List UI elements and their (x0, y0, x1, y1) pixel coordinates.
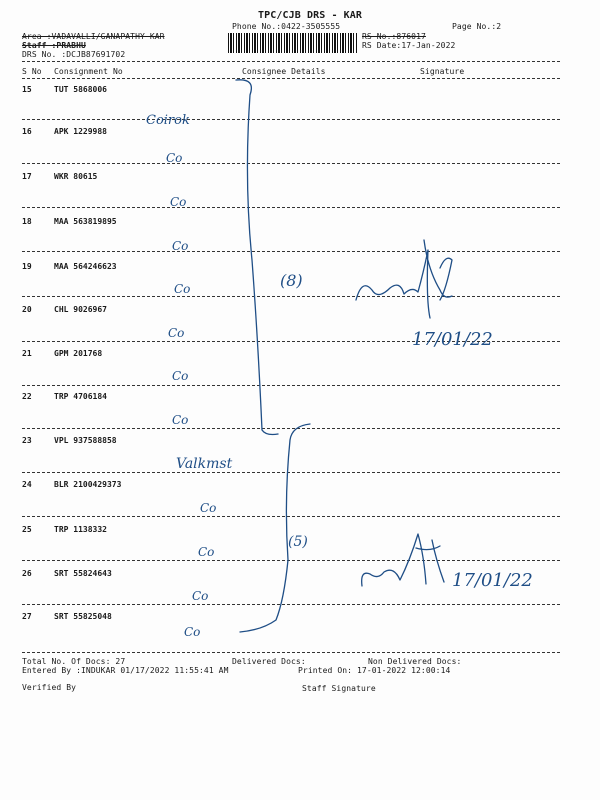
area-label: Area :VADAVALLI/GANAPATHY KAR (22, 32, 165, 41)
row-consignment: VPL 937588858 (54, 436, 117, 445)
ditto-mark: Co (200, 501, 217, 515)
col-consignee: Consignee Details (242, 67, 326, 76)
row-consignment: TRP 1138332 (54, 525, 107, 534)
row-consignment: MAA 564246623 (54, 262, 117, 271)
row-consignment: TRP 4706184 (54, 392, 107, 401)
row-sno: 23 (22, 436, 32, 445)
rs-date: RS Date:17-Jan-2022 (362, 41, 456, 50)
ditto-mark: Co (174, 282, 191, 296)
ditto-mark: Co (172, 369, 189, 383)
entered-by: Entered By :INDUKAR 01/17/2022 11:55:41 AM (22, 666, 229, 675)
row-sno: 22 (22, 392, 32, 401)
verified-by: Verified By (22, 683, 77, 692)
non-delivered-docs: Non Delivered Docs: (368, 657, 462, 666)
ditto-mark: Co (192, 589, 209, 603)
row-sno: 17 (22, 172, 32, 181)
row-sno: 18 (22, 217, 32, 226)
ditto-mark: Co (198, 545, 215, 559)
col-consignment: Consignment No (54, 67, 123, 76)
staff-label: Staff :PRABHU (22, 41, 86, 50)
row-consignment: WKR 80615 (54, 172, 98, 181)
row-consignment: TUT 5868006 (54, 85, 107, 94)
recipient-signature-1 (356, 240, 452, 318)
row-sno: 20 (22, 305, 32, 314)
row-sno: 27 (22, 612, 32, 621)
col-sno: S No (22, 67, 42, 76)
count-circled-1: (8) (280, 271, 303, 290)
row-consignment: CHL 9026967 (54, 305, 107, 314)
row-consignment: SRT 55825048 (54, 612, 112, 621)
row-consignment: MAA 563819895 (54, 217, 117, 226)
ditto-mark: Co (172, 239, 189, 253)
printed-on: Printed On: 17-01-2022 12:00:14 (298, 666, 451, 675)
ditto-mark: Co (184, 625, 201, 639)
row-sno: 19 (22, 262, 32, 271)
phone-number: Phone No.:0422-3505555 (232, 22, 341, 31)
row-sno: 15 (22, 85, 32, 94)
bracket-bottom (240, 424, 310, 632)
row-sno: 16 (22, 127, 32, 136)
delivered-docs: Delivered Docs: (232, 657, 306, 666)
signature-date-2: 17/01/22 (452, 570, 533, 591)
ditto-mark: Co (168, 326, 185, 340)
bracket-top (236, 80, 278, 435)
report-title: TPC/CJB DRS - KAR (258, 10, 363, 21)
row-sno: 21 (22, 349, 32, 358)
row-sno: 26 (22, 569, 32, 578)
consignee-name-1: Coirok (146, 113, 190, 128)
row-consignment: SRT 55824643 (54, 569, 112, 578)
drs-number: DRS No. :DCJB87691702 (22, 50, 126, 59)
row-consignment: GPM 201768 (54, 349, 103, 358)
row-sno: 25 (22, 525, 32, 534)
consignee-name-2: Valkmst (176, 456, 233, 472)
row-sno: 24 (22, 480, 32, 489)
count-circled-2: (5) (288, 534, 308, 550)
col-signature: Signature (420, 67, 465, 76)
total-docs: Total No. Of Docs: 27 (22, 657, 126, 666)
ditto-mark: Co (172, 413, 189, 427)
row-consignment: APK 1229988 (54, 127, 107, 136)
recipient-signature-2 (362, 534, 444, 586)
signature-date-1: 17/01/22 (412, 329, 493, 350)
ditto-mark: Co (170, 195, 187, 209)
row-consignment: BLR 2100429373 (54, 480, 122, 489)
rs-number: RS No.:876017 (362, 32, 426, 41)
page-number: Page No.:2 (452, 22, 502, 31)
staff-signature-label: Staff Signature (302, 684, 376, 693)
ditto-mark: Co (166, 151, 183, 165)
